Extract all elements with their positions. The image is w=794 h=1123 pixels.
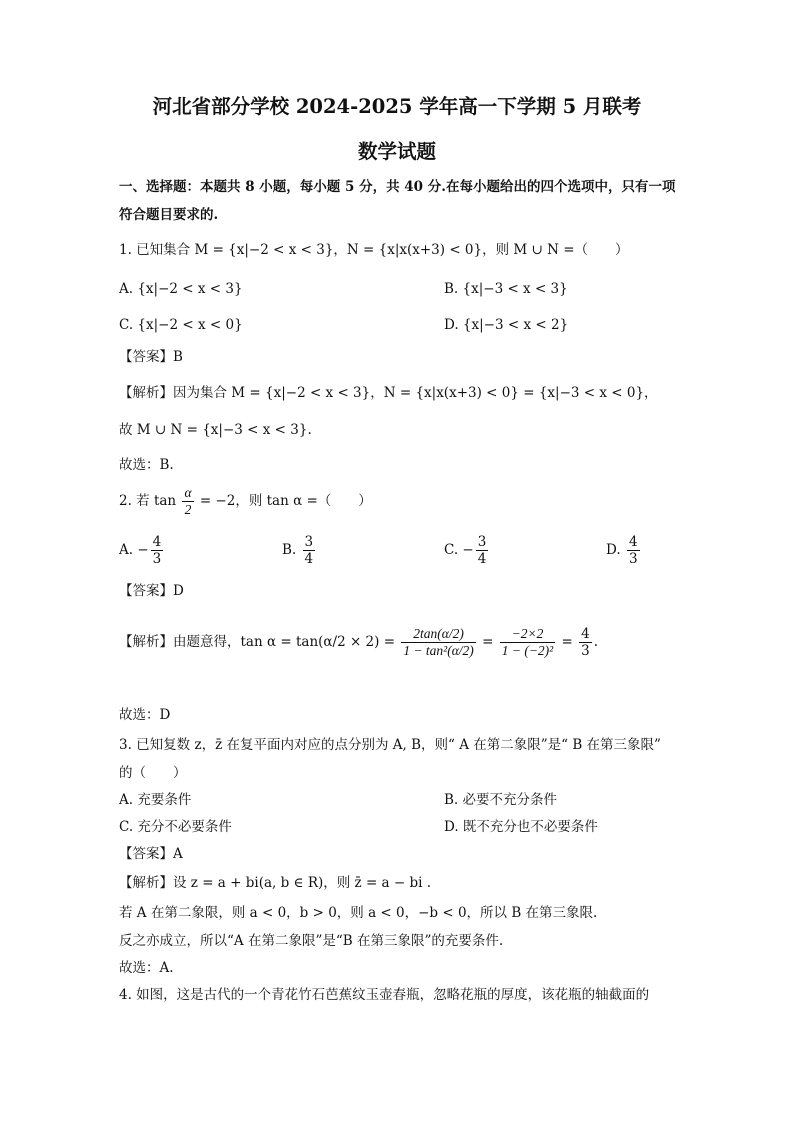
q1-analysis: 【解析】因为集合 M = {x|−2 < x < 3}，N = {x|x(x+3) < 0} = {x|−3 < x < 0}， <box>119 385 658 401</box>
q2-option-d-fraction: $\frac{4}{3}$ <box>628 534 638 567</box>
q2-analysis-pre: 【解析】由题意得，tan α = tan(α/2 × 2) = <box>119 634 396 650</box>
exam-subtitle: 数学试题 <box>357 140 436 163</box>
q3-stem-cont: 的（ ） <box>119 765 187 781</box>
q3-option-b: B. 必要不充分条件 <box>444 792 558 808</box>
q3-analysis: 【解析】设 z = a + bi(a, b ∈ R)，则 z̄ = a − bi . <box>119 875 432 891</box>
q1-analysis-cont: 故 M ∪ N = {x|−3 < x < 3}. <box>119 422 312 438</box>
q2-stem-fraction: $\frac{\alpha}{2}$ <box>184 485 192 517</box>
q4-stem: 4. 如图，这是古代的一个青花竹石芭蕉纹玉壶春瓶，忽略花瓶的厚度，该花瓶的轴截面的 <box>119 987 650 1003</box>
q1-option-a: A. {x|−2 < x < 3} <box>119 281 243 297</box>
q1-stem: 1. 已知集合 M = {x|−2 < x < 3}，N = {x|x(x+3) < 0}，则 M ∪ N =（ ） <box>119 242 629 258</box>
q2-option-d: D. $\frac{4}{3}$ <box>606 534 638 567</box>
q1-option-b: B. {x|−3 < x < 3} <box>444 281 568 297</box>
q1-option-c: C. {x|−2 < x < 0} <box>119 317 243 333</box>
q2-option-b-fraction: $\frac{3}{4}$ <box>304 534 314 567</box>
q2-stem <box>119 485 372 518</box>
q1-option-d: D. {x|−3 < x < 2} <box>444 317 569 333</box>
q1-answer: 【答案】B <box>119 349 183 365</box>
q3-option-a: A. 充要条件 <box>119 792 192 808</box>
q3-answer: 【答案】A <box>119 846 183 862</box>
q2-option-c: C. − $\frac{3}{4}$ <box>444 534 487 567</box>
exam-title: 河北省部分学校 2024-2025 学年高一下学期 5 月联考 <box>152 95 642 118</box>
q1-conclusion: 故选：B. <box>119 457 174 473</box>
q3-analysis-cont: 若 A 在第二象限，则 a < 0，b > 0，则 a < 0，−b < 0，所以 B 在第三象限. <box>119 905 598 921</box>
q2-analysis: 【解析】由题意得，tan α = tan(α/2 × 2) = $\frac{2\tan(\alpha/2)}{\text{1 − tan²(α/2)}}$ = $\frac{-2\times 2}{\text{1 − (−2)²}}$ = $\frac{4}{3}$ . <box>119 626 599 659</box>
q2-stem-pre: 2. 若 tan <box>119 493 177 509</box>
q2-option-c-fraction: $\frac{3}{4}$ <box>477 534 487 567</box>
section-heading: 一、选择题：本题共 8 小题，每小题 5 分，共 40 分.在每小题给出的四个选项中，只有一项 <box>119 179 676 195</box>
q2-analysis-result: $\frac{4}{3}$ <box>581 626 590 659</box>
q2-option-a: A. − $\frac{4}{3}$ <box>119 534 162 567</box>
q2-option-b: B. $\frac{3}{4}$ <box>282 534 314 567</box>
q2-option-a-fraction: $\frac{4}{3}$ <box>152 534 162 567</box>
q2-stem-post: = −2，则 tan α =（ ） <box>199 493 372 509</box>
q2-analysis-fraction: $\frac{-2\times 2}{\text{1 − (−2)²}}$ <box>501 626 554 658</box>
q3-conclusion: 故选：A. <box>119 960 174 976</box>
q2-conclusion: 故选：D <box>119 707 171 723</box>
q3-stem: 3. 已知复数 z，z̄ 在复平面内对应的点分别为 A, B，则“ A 在第二象限”是“ B 在第三象限” <box>119 737 661 753</box>
section-heading-cont: 符合题目要求的. <box>119 207 219 223</box>
q2-answer: 【答案】D <box>119 583 184 599</box>
q3-option-c: C. 充分不必要条件 <box>119 819 232 835</box>
q3-option-d: D. 既不充分也不必要条件 <box>444 819 598 835</box>
q2-analysis-big-fraction: $\frac{2\tan(\alpha/2)}{\text{1 − tan²(α/2)}}$ <box>403 626 474 658</box>
q3-analysis-cont2: 反之亦成立，所以“A 在第二象限”是“B 在第三象限”的充要条件. <box>119 933 504 949</box>
